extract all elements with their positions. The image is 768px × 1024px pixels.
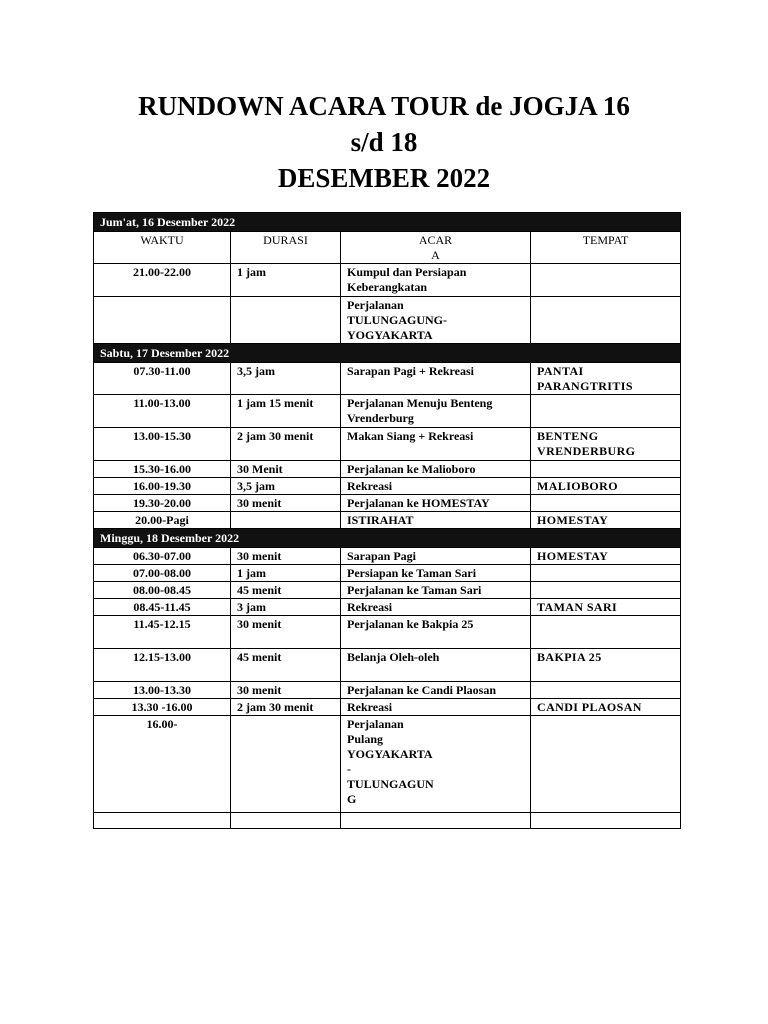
document-title bbox=[0, 88, 768, 196]
cell-waktu: 13.00-13.30 bbox=[94, 682, 231, 699]
cell-acara bbox=[341, 395, 531, 428]
table-row bbox=[94, 428, 681, 461]
cell-durasi: 1 jam bbox=[231, 565, 341, 582]
acara-line: Perjalanan ke HOMESTAY bbox=[347, 496, 490, 510]
table-row bbox=[94, 582, 681, 599]
cell-tempat bbox=[531, 363, 681, 395]
cell-durasi bbox=[231, 297, 341, 344]
cell-acara bbox=[341, 813, 531, 829]
cell-tempat bbox=[531, 478, 681, 495]
cell-waktu: 19.30-20.00 bbox=[94, 495, 231, 512]
acara-line: Vrenderburg bbox=[347, 411, 414, 425]
tempat-line: PARANGTRITIS bbox=[537, 379, 633, 393]
day-header-row bbox=[94, 344, 681, 363]
cell-durasi: 30 menit bbox=[231, 682, 341, 699]
cell-tempat bbox=[531, 565, 681, 582]
table-row bbox=[94, 495, 681, 512]
rundown-table bbox=[93, 212, 681, 829]
cell-acara bbox=[341, 599, 531, 616]
cell-acara bbox=[341, 478, 531, 495]
acara-line: Perjalanan ke Candi Plaosan bbox=[347, 683, 497, 697]
header-durasi: DURASI bbox=[231, 232, 341, 264]
cell-waktu bbox=[94, 297, 231, 344]
cell-durasi: 3 jam bbox=[231, 599, 341, 616]
table-row bbox=[94, 395, 681, 428]
tempat-line: TAMAN SARI bbox=[537, 600, 618, 614]
acara-line: TULUNGAGUN bbox=[347, 777, 434, 791]
cell-durasi: 3,5 jam bbox=[231, 478, 341, 495]
header-waktu: WAKTU bbox=[94, 232, 231, 264]
cell-durasi: 30 Menit bbox=[231, 461, 341, 478]
table-row bbox=[94, 649, 681, 682]
cell-acara bbox=[341, 682, 531, 699]
title-line-2: s/d 18 bbox=[350, 127, 418, 157]
table-row bbox=[94, 716, 681, 813]
acara-line: Keberangkatan bbox=[347, 280, 428, 294]
cell-durasi: 1 jam bbox=[231, 264, 341, 297]
acara-line: TULUNGAGUNG- bbox=[347, 313, 448, 327]
cell-waktu: 20.00-Pagi bbox=[94, 512, 231, 529]
acara-line: Rekreasi bbox=[347, 600, 393, 614]
acara-line: Perjalanan Menuju Benteng bbox=[347, 396, 493, 410]
cell-durasi: 3,5 jam bbox=[231, 363, 341, 395]
cell-acara bbox=[341, 565, 531, 582]
cell-acara bbox=[341, 297, 531, 344]
cell-durasi: 2 jam 30 menit bbox=[231, 428, 341, 461]
table-row bbox=[94, 461, 681, 478]
day-label: Minggu, 18 Desember 2022 bbox=[94, 529, 681, 548]
header-acara-line: ACAR bbox=[418, 233, 453, 247]
cell-acara bbox=[341, 495, 531, 512]
cell-acara bbox=[341, 649, 531, 682]
acara-line: Rekreasi bbox=[347, 479, 393, 493]
cell-durasi: 45 menit bbox=[231, 582, 341, 599]
cell-acara bbox=[341, 699, 531, 716]
cell-waktu: 11.45-12.15 bbox=[94, 616, 231, 649]
cell-tempat bbox=[531, 548, 681, 565]
acara-line: Perjalanan ke Malioboro bbox=[347, 462, 476, 476]
cell-waktu: 06.30-07.00 bbox=[94, 548, 231, 565]
day-header-row bbox=[94, 529, 681, 548]
day-header-row bbox=[94, 213, 681, 232]
acara-line: YOGYAKARTA bbox=[347, 328, 433, 342]
title-line-3: DESEMBER 2022 bbox=[277, 163, 491, 193]
cell-tempat bbox=[531, 649, 681, 682]
tempat-line: MALIOBORO bbox=[537, 479, 618, 493]
cell-tempat bbox=[531, 813, 681, 829]
acara-line: Perjalanan ke Bakpia 25 bbox=[347, 617, 474, 631]
acara-line: Persiapan ke Taman Sari bbox=[347, 566, 477, 580]
tempat-line: PANTAI bbox=[537, 364, 584, 378]
cell-waktu: 07.00-08.00 bbox=[94, 565, 231, 582]
cell-durasi: 2 jam 30 menit bbox=[231, 699, 341, 716]
cell-acara bbox=[341, 512, 531, 529]
cell-waktu: 13.30 -16.00 bbox=[94, 699, 231, 716]
tempat-line: BENTENG bbox=[537, 429, 599, 443]
table-row bbox=[94, 699, 681, 716]
acara-line: Perjalanan bbox=[347, 298, 404, 312]
day-label: Sabtu, 17 Desember 2022 bbox=[94, 344, 681, 363]
acara-line: Sarapan Pagi + Rekreasi bbox=[347, 364, 474, 378]
table-row bbox=[94, 599, 681, 616]
cell-waktu: 15.30-16.00 bbox=[94, 461, 231, 478]
cell-durasi bbox=[231, 813, 341, 829]
cell-waktu: 08.45-11.45 bbox=[94, 599, 231, 616]
acara-line: - bbox=[347, 762, 351, 776]
cell-acara bbox=[341, 548, 531, 565]
cell-waktu: 08.00-08.45 bbox=[94, 582, 231, 599]
tempat-line: VRENDERBURG bbox=[537, 444, 636, 458]
table-row bbox=[94, 682, 681, 699]
cell-tempat bbox=[531, 395, 681, 428]
table-row bbox=[94, 512, 681, 529]
cell-durasi bbox=[231, 716, 341, 813]
tempat-line: CANDI PLAOSAN bbox=[537, 700, 642, 714]
cell-waktu: 16.00- bbox=[94, 716, 231, 813]
cell-tempat bbox=[531, 428, 681, 461]
tempat-line: HOMESTAY bbox=[537, 513, 609, 527]
tempat-line: BAKPIA 25 bbox=[537, 650, 602, 664]
table-row bbox=[94, 813, 681, 829]
cell-waktu: 11.00-13.00 bbox=[94, 395, 231, 428]
cell-acara bbox=[341, 582, 531, 599]
acara-line: Rekreasi bbox=[347, 700, 393, 714]
cell-durasi: 30 menit bbox=[231, 548, 341, 565]
acara-line: YOGYAKARTA bbox=[347, 747, 433, 761]
cell-acara bbox=[341, 616, 531, 649]
cell-durasi: 30 menit bbox=[231, 495, 341, 512]
cell-tempat bbox=[531, 297, 681, 344]
title-line-1: RUNDOWN ACARA TOUR de JOGJA 16 bbox=[138, 91, 630, 121]
cell-tempat bbox=[531, 599, 681, 616]
table-row bbox=[94, 264, 681, 297]
cell-acara bbox=[341, 363, 531, 395]
cell-durasi: 45 menit bbox=[231, 649, 341, 682]
cell-waktu: 16.00-19.30 bbox=[94, 478, 231, 495]
cell-tempat bbox=[531, 582, 681, 599]
cell-acara bbox=[341, 264, 531, 297]
tempat-line: HOMESTAY bbox=[537, 549, 609, 563]
acara-line: Belanja Oleh-oleh bbox=[347, 650, 440, 664]
cell-tempat bbox=[531, 699, 681, 716]
cell-acara bbox=[341, 428, 531, 461]
acara-line: Perjalanan ke Taman Sari bbox=[347, 583, 482, 597]
day-label: Jum'at, 16 Desember 2022 bbox=[94, 213, 681, 232]
table-row bbox=[94, 565, 681, 582]
cell-durasi: 1 jam 15 menit bbox=[231, 395, 341, 428]
cell-waktu: 12.15-13.00 bbox=[94, 649, 231, 682]
acara-line: Makan Siang + Rekreasi bbox=[347, 429, 474, 443]
cell-tempat bbox=[531, 495, 681, 512]
cell-tempat bbox=[531, 682, 681, 699]
cell-waktu: 21.00-22.00 bbox=[94, 264, 231, 297]
acara-line: Kumpul dan Persiapan bbox=[347, 265, 467, 279]
table-row bbox=[94, 478, 681, 495]
cell-acara bbox=[341, 461, 531, 478]
cell-acara bbox=[341, 716, 531, 813]
table-row bbox=[94, 616, 681, 649]
acara-line: Sarapan Pagi bbox=[347, 549, 417, 563]
cell-waktu: 13.00-15.30 bbox=[94, 428, 231, 461]
table-row bbox=[94, 297, 681, 344]
header-acara bbox=[341, 232, 531, 264]
cell-tempat bbox=[531, 716, 681, 813]
cell-tempat bbox=[531, 512, 681, 529]
column-header-row bbox=[94, 232, 681, 264]
cell-durasi bbox=[231, 512, 341, 529]
acara-line: ISTIRAHAT bbox=[347, 513, 414, 527]
cell-durasi: 30 menit bbox=[231, 616, 341, 649]
acara-line: Pulang bbox=[347, 732, 384, 746]
table-row bbox=[94, 363, 681, 395]
header-tempat: TEMPAT bbox=[531, 232, 681, 264]
cell-tempat bbox=[531, 616, 681, 649]
acara-line: Perjalanan bbox=[347, 717, 404, 731]
acara-line: G bbox=[347, 792, 357, 806]
header-acara-line: A bbox=[431, 248, 440, 262]
cell-waktu bbox=[94, 813, 231, 829]
cell-waktu: 07.30-11.00 bbox=[94, 363, 231, 395]
cell-tempat bbox=[531, 264, 681, 297]
cell-tempat bbox=[531, 461, 681, 478]
table-row bbox=[94, 548, 681, 565]
